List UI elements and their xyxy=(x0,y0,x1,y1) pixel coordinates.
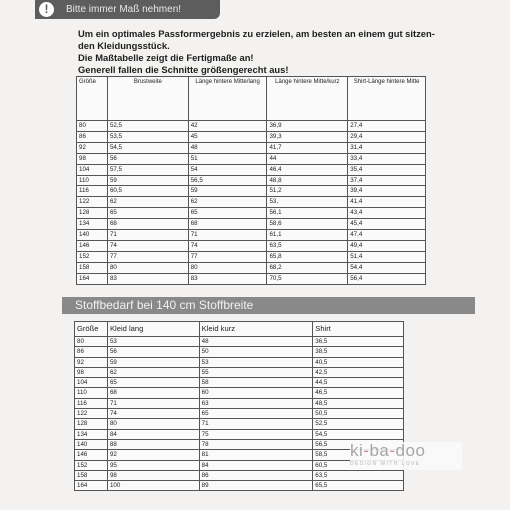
table-cell: 60,5 xyxy=(107,186,188,197)
column-header: Brustweite xyxy=(107,77,188,121)
table-cell: 88 xyxy=(107,439,199,449)
table-cell: 80 xyxy=(75,337,108,347)
table-cell: 60,5 xyxy=(313,460,404,470)
intro-line: den Kleidungsstück. xyxy=(78,40,170,51)
table-cell: 86 xyxy=(77,131,108,142)
table-cell: 62 xyxy=(188,197,267,208)
intro-line: Die Maßtabelle zeigt die Fertigmaße an! xyxy=(78,52,254,63)
table-cell: 74 xyxy=(107,240,188,251)
table-cell: 65 xyxy=(107,378,199,388)
table-cell: 140 xyxy=(75,439,108,449)
table-cell: 48,8 xyxy=(267,175,348,186)
table-row xyxy=(75,378,404,388)
table-cell: 48 xyxy=(188,142,267,153)
table-row xyxy=(77,153,426,164)
table-cell: 134 xyxy=(77,219,108,230)
table-cell: 56,1 xyxy=(267,208,348,219)
intro-text xyxy=(78,28,435,76)
table-cell: 54,5 xyxy=(313,429,404,439)
table-cell: 70,5 xyxy=(267,273,348,284)
table-cell: 86 xyxy=(199,470,313,480)
table-cell: 51,4 xyxy=(348,251,426,262)
table-cell: 110 xyxy=(75,388,108,398)
table-cell: 77 xyxy=(107,251,188,262)
table-row xyxy=(77,251,426,262)
table-row xyxy=(75,388,404,398)
table-row xyxy=(75,409,404,419)
table-cell: 35,4 xyxy=(348,164,426,175)
logo-tagline: DESIGN WITH LOVE xyxy=(350,461,421,467)
table-cell: 56,5 xyxy=(188,175,267,186)
table-cell: 63,5 xyxy=(267,240,348,251)
table-cell: 59 xyxy=(188,186,267,197)
table-cell: 116 xyxy=(75,398,108,408)
table-cell: 62 xyxy=(107,367,199,377)
table-cell: 68 xyxy=(188,219,267,230)
table-cell: 89 xyxy=(199,481,313,491)
table-cell: 122 xyxy=(75,409,108,419)
table-cell: 48,5 xyxy=(313,398,404,408)
table-cell: 53 xyxy=(199,357,313,367)
table-cell: 128 xyxy=(77,208,108,219)
table-cell: 38,5 xyxy=(313,347,404,357)
table-cell: 68 xyxy=(107,219,188,230)
column-header: Shirt-Länge hintere Mitte xyxy=(348,77,426,121)
fabric-requirement-heading: Stoffbedarf bei 140 cm Stoffbreite xyxy=(62,297,475,314)
table-cell: 104 xyxy=(77,164,108,175)
warning-text: Bitte immer Maß nehmen! xyxy=(66,4,182,15)
warning-icon: ! xyxy=(39,2,54,17)
table-cell: 63 xyxy=(199,398,313,408)
table-cell: 46,4 xyxy=(267,164,348,175)
table-row xyxy=(75,481,404,491)
size-chart-table xyxy=(76,76,426,285)
table-cell: 122 xyxy=(77,197,108,208)
table-cell: 51,2 xyxy=(267,186,348,197)
table-cell: 80 xyxy=(107,419,199,429)
table-cell: 86 xyxy=(75,347,108,357)
table-cell: 42 xyxy=(188,121,267,132)
table-cell: 54,4 xyxy=(348,262,426,273)
table-row xyxy=(77,219,426,230)
table-cell: 152 xyxy=(77,251,108,262)
table-cell: 116 xyxy=(77,186,108,197)
table-cell: 46,5 xyxy=(313,388,404,398)
table-row xyxy=(77,142,426,153)
table-cell: 128 xyxy=(75,419,108,429)
table-cell: 27,4 xyxy=(348,121,426,132)
table-cell: 71 xyxy=(107,398,199,408)
table-cell: 45 xyxy=(188,131,267,142)
table-cell: 36,9 xyxy=(267,121,348,132)
table-cell: 43,4 xyxy=(348,208,426,219)
table-cell: 39,4 xyxy=(348,186,426,197)
table-cell: 80 xyxy=(77,121,108,132)
table-cell: 49,4 xyxy=(348,240,426,251)
table-cell: 74 xyxy=(188,240,267,251)
table-cell: 95 xyxy=(107,460,199,470)
table-cell: 98 xyxy=(77,153,108,164)
table-cell: 44 xyxy=(267,153,348,164)
table-cell: 45,4 xyxy=(348,219,426,230)
table-cell: 50 xyxy=(199,347,313,357)
table-cell: 83 xyxy=(188,273,267,284)
table-cell: 65 xyxy=(199,409,313,419)
table-cell: 98 xyxy=(107,470,199,480)
table-cell: 59 xyxy=(107,357,199,367)
table-cell: 104 xyxy=(75,378,108,388)
table-cell: 61,1 xyxy=(267,230,348,241)
table-cell: 55 xyxy=(199,367,313,377)
table-cell: 158 xyxy=(77,262,108,273)
table-cell: 47,4 xyxy=(348,230,426,241)
table-cell: 164 xyxy=(77,273,108,284)
table-cell: 68,2 xyxy=(267,262,348,273)
table-row xyxy=(77,240,426,251)
intro-line: Um ein optimales Passformergebnis zu erzielen, am besten an einem gut sitzen- xyxy=(78,28,435,39)
table-row xyxy=(77,131,426,142)
column-header: Länge hintere Mitte/lang xyxy=(188,77,267,121)
table-cell: 140 xyxy=(77,230,108,241)
table-cell: 65,8 xyxy=(267,251,348,262)
table-row xyxy=(75,347,404,357)
table-cell: 110 xyxy=(77,175,108,186)
table-cell: 75 xyxy=(199,429,313,439)
table-cell: 92 xyxy=(107,450,199,460)
column-header: Kleid lang xyxy=(107,322,199,337)
table-cell: 51 xyxy=(188,153,267,164)
table-cell: 92 xyxy=(77,142,108,153)
table-cell: 65 xyxy=(188,208,267,219)
table-cell: 62 xyxy=(107,197,188,208)
table-cell: 31,4 xyxy=(348,142,426,153)
table-cell: 59 xyxy=(107,175,188,186)
table-row xyxy=(75,357,404,367)
table-cell: 56,4 xyxy=(348,273,426,284)
table-cell: 84 xyxy=(199,460,313,470)
warning-banner xyxy=(35,0,220,19)
table-cell: 36,5 xyxy=(313,337,404,347)
table-row xyxy=(77,197,426,208)
table-cell: 58,6 xyxy=(267,219,348,230)
table-cell: 92 xyxy=(75,357,108,367)
table-row xyxy=(75,398,404,408)
table-cell: 74 xyxy=(107,409,199,419)
table-row xyxy=(77,186,426,197)
table-cell: 80 xyxy=(188,262,267,273)
table-cell: 29,4 xyxy=(348,131,426,142)
table-cell: 84 xyxy=(107,429,199,439)
table-cell: 50,5 xyxy=(313,409,404,419)
column-header: Shirt xyxy=(313,322,404,337)
table-row xyxy=(77,230,426,241)
table-cell: 60 xyxy=(199,388,313,398)
table-cell: 100 xyxy=(107,481,199,491)
table-cell: 83 xyxy=(107,273,188,284)
table-cell: 56,5 xyxy=(313,439,404,449)
table-cell: 37,4 xyxy=(348,175,426,186)
table-cell: 81 xyxy=(199,450,313,460)
kibadoo-logo xyxy=(350,442,462,470)
table-cell: 134 xyxy=(75,429,108,439)
table-cell: 164 xyxy=(75,481,108,491)
table-row xyxy=(77,175,426,186)
table-cell: 54,5 xyxy=(107,142,188,153)
table-cell: 80 xyxy=(107,262,188,273)
table-row xyxy=(77,208,426,219)
table-cell: 63,5 xyxy=(313,470,404,480)
table-cell: 53,5 xyxy=(107,131,188,142)
table-cell: 65 xyxy=(107,208,188,219)
table-cell: 53 xyxy=(107,337,199,347)
column-header: Größe xyxy=(77,77,108,121)
table-cell: 52,5 xyxy=(107,121,188,132)
table-cell: 98 xyxy=(75,367,108,377)
table-row xyxy=(75,367,404,377)
table-cell: 78 xyxy=(199,439,313,449)
table-cell: 33,4 xyxy=(348,153,426,164)
table-cell: 56 xyxy=(107,153,188,164)
table-cell: 158 xyxy=(75,470,108,480)
table-cell: 71 xyxy=(188,230,267,241)
table-cell: 71 xyxy=(199,419,313,429)
table-cell: 52,5 xyxy=(313,419,404,429)
table-cell: 58 xyxy=(199,378,313,388)
intro-line: Generell fallen die Schnitte größengerecht aus! xyxy=(78,64,289,75)
table-cell: 44,5 xyxy=(313,378,404,388)
table-row xyxy=(75,429,404,439)
table-row xyxy=(75,419,404,429)
table-cell: 42,5 xyxy=(313,367,404,377)
logo-wordmark: ki-ba-doo xyxy=(350,441,426,460)
table-cell: 58,5 xyxy=(313,450,404,460)
table-cell: 54 xyxy=(188,164,267,175)
table-cell: 41,4 xyxy=(348,197,426,208)
table-row xyxy=(77,164,426,175)
table-cell: 77 xyxy=(188,251,267,262)
table-cell: 41,7 xyxy=(267,142,348,153)
column-header: Größe xyxy=(75,322,108,337)
table-row xyxy=(75,337,404,347)
table-cell: 53, xyxy=(267,197,348,208)
table-cell: 146 xyxy=(75,450,108,460)
table-cell: 48 xyxy=(199,337,313,347)
table-cell: 152 xyxy=(75,460,108,470)
table-cell: 40,5 xyxy=(313,357,404,367)
table-cell: 71 xyxy=(107,230,188,241)
table-row xyxy=(77,121,426,132)
table-row xyxy=(77,273,426,284)
table-row xyxy=(75,470,404,480)
table-cell: 68 xyxy=(107,388,199,398)
table-cell: 146 xyxy=(77,240,108,251)
table-cell: 65,5 xyxy=(313,481,404,491)
table-cell: 39,3 xyxy=(267,131,348,142)
table-row xyxy=(77,262,426,273)
column-header: Länge hintere Mitte/kurz xyxy=(267,77,348,121)
table-cell: 56 xyxy=(107,347,199,357)
column-header: Kleid kurz xyxy=(199,322,313,337)
table-cell: 57,5 xyxy=(107,164,188,175)
